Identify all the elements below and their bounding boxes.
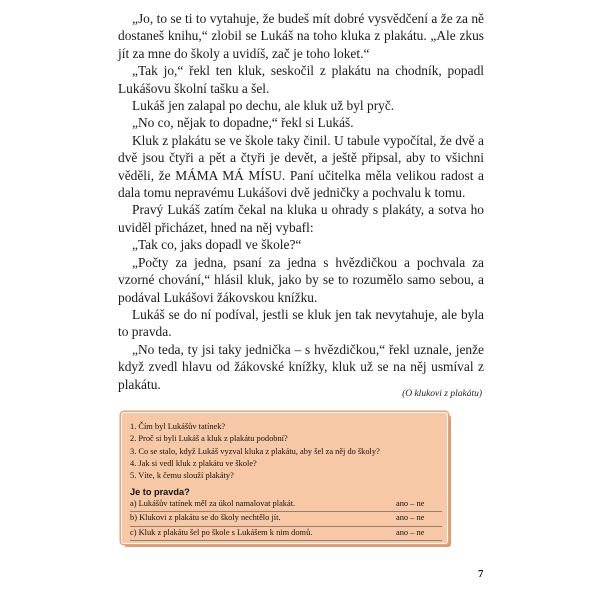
statement-text: b) Klukovi z plakátu se do školy nechtělo jít. [130,513,281,523]
statement-row [130,512,442,526]
question-item: 2. Proč si byli Lukáš a kluk z plakátu podobní? [130,434,288,444]
story-paragraph: „No teda, ty jsi taky jednička – s hvězdičkou,“ řekl uznale, jenže když zvedl hlavu od žákovské knížky, kluk už se na něj usmíval z plakátu. [118,341,484,392]
question-item: 5. Víte, k čemu slouží plakáty? [130,471,234,481]
story-paragraph: „Tak jo,“ řekl ten kluk, seskočil z plakátu na chodník, popadl Lukášovu školní tašku a šel. [118,63,484,96]
statement-text: c) Kluk z plakátu šel po škole s Lukášem k nim domů. [130,527,313,537]
story-source: (O klukovi z plakátu) [402,389,482,399]
question-item: 3. Co se stalo, když Lukáš vyzval kluka z plakátu, aby šel za něj do školy? [130,446,380,456]
statement-text: a) Lukášův tatínek měl za úkol namalovat plakát. [130,499,296,508]
story-paragraph: Kluk z plakátu se ve škole taky činil. U tabule vypočítal, že dvě a dvě jsou čtyři a pět a čtyři je devět, a ještě připsal, aby to všichni věděli, že MÁMA MÁ MÍSU. Paní učitelka měla velikou radost a dala tomu nepravému Lukášovi dvě jedničky a pochvalu k tomu. [118,132,484,201]
statement-answer[interactable]: ano – ne [396,499,425,508]
story-text [118,10,484,393]
quiz-title: Je to pravda? [130,487,190,497]
questions-box [121,412,448,544]
statement-list [130,498,442,541]
story-paragraph: „No co, nějak to dopadne,“ řekl si Lukáš. [132,115,354,131]
story-paragraph: „Jo, to se ti to vytahuje, že budeš mít dobré vysvědčení a že za ně dostaneš knihu,“ zlobil se Lukáš na toho kluka z plakátu. „Ale zkus jít za mne do školy a uvidíš, zač je toho loket.“ [118,11,484,61]
statement-answer[interactable]: ano – ne [396,513,425,523]
story-paragraph: „Počty za jedna, psaní za jedna s hvězdičkou a pochvala za vzorné chování,“ hlásil kluk, jako by se to rozumělo samo sebou, a podával Lukášovi žákovskou knížku. [118,254,484,305]
statement-row [130,498,442,512]
story-paragraph: Lukáš se do ní podíval, jestli se kluk jen tak nevytahuje, ale byla to pravda. [118,306,484,340]
question-item: 4. Jak si vedl kluk z plakátu ve škole? [130,458,257,468]
story-paragraph: „Tak co, jaks dopadl ve škole?“ [132,237,302,253]
statement-row [130,527,442,541]
page-number: 7 [478,568,484,580]
story-paragraph: Lukáš jen zalapal po dechu, ale kluk už byl pryč. [132,98,395,114]
question-list [130,421,380,482]
story-paragraph: Pravý Lukáš zatím čekal na kluka u ohrady s plakáty, a sotva ho uviděl přicházet, hned na něj vybafl: [118,202,484,235]
question-item: 1. Čím byl Lukášův tatínek? [130,422,226,431]
statement-answer[interactable]: ano – ne [396,527,425,537]
